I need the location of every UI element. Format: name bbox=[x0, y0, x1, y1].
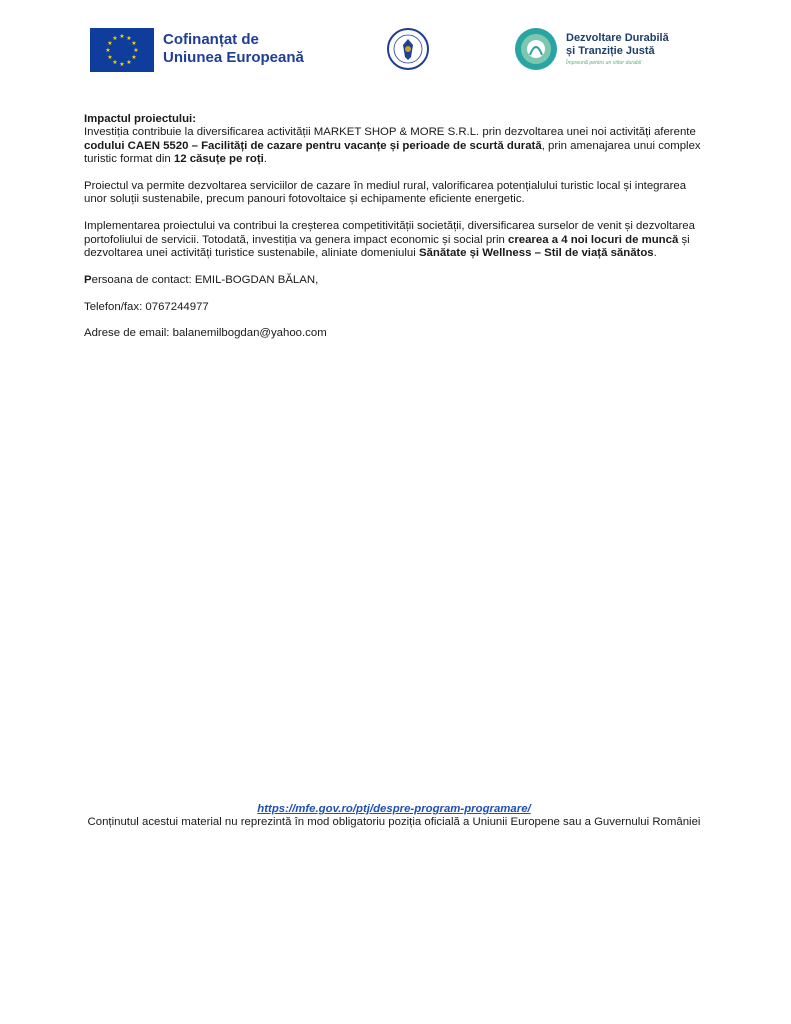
svg-text:★: ★ bbox=[112, 35, 118, 42]
contact-email: Adrese de email: balanemilbogdan@yahoo.com bbox=[84, 327, 327, 340]
svg-text:★: ★ bbox=[133, 47, 139, 54]
footer bbox=[84, 803, 704, 830]
impact-paragraph-1: Investiția contribuie la diversificarea activității MARKET SHOP & MORE S.R.L. prin dezvoltarea unei noi activități aferente codului CAEN 5520 – Facilități de cazare pentru vacanțe și perioade de scurtă durată, prin amenajarea unui complex turistic format din 12 căsuțe pe roți. bbox=[84, 126, 701, 166]
section-title: Impactul proiectului: bbox=[84, 113, 197, 125]
svg-text:★: ★ bbox=[131, 40, 137, 47]
svg-text:★: ★ bbox=[112, 59, 118, 66]
svg-text:★: ★ bbox=[107, 40, 113, 47]
program-link[interactable]: https://mfe.gov.ro/ptj/despre-program-programare/ bbox=[257, 803, 531, 815]
svg-text:★: ★ bbox=[131, 54, 137, 61]
svg-text:★: ★ bbox=[119, 33, 125, 40]
pdd-program-tagline: Împreună pentru un viitor durabil bbox=[566, 60, 642, 66]
header-logos bbox=[0, 22, 791, 82]
contact-person: Persoana de contact: EMIL-BOGDAN BĂLAN, bbox=[84, 273, 319, 286]
impact-paragraph-3: Implementarea proiectului va contribui la creșterea competitivității societății, diversificarea surselor de venit și dezvoltarea portofoliului de servicii. Totodată, investiția va genera impact economic și social prin crearea a 4 noi locuri de muncă și dezvoltarea unei activități turistice sustenabile, aliniate domeniului Sănătate și Wellness – Stil de viață sănătos. bbox=[84, 220, 695, 260]
svg-text:★: ★ bbox=[105, 47, 111, 54]
svg-text:★: ★ bbox=[107, 54, 113, 61]
svg-text:★: ★ bbox=[119, 61, 125, 68]
eu-flag-icon bbox=[90, 28, 154, 72]
svg-text:★: ★ bbox=[126, 59, 132, 66]
document-body bbox=[84, 113, 704, 354]
pdd-program-title: Dezvoltare Durabilă și Tranziție Justă bbox=[566, 32, 669, 57]
contact-phone: Telefon/fax: 0767244977 bbox=[84, 300, 209, 313]
footer-disclaimer: Conținutul acestui material nu reprezintă în mod obligatoriu poziția oficială a Uniunii Europene sau a Guvernului României bbox=[87, 816, 701, 829]
impact-paragraph-2: Proiectul va permite dezvoltarea serviciilor de cazare în mediul rural, valorificarea potențialului turistic local și integrarea unor soluții sustenabile, precum panouri fotovoltaice și echipamente eficiente energetic. bbox=[84, 180, 687, 206]
eu-cofinancing-label: Cofinanțat de Uniunea Europeană bbox=[163, 31, 304, 66]
pdd-program-logo-icon bbox=[514, 27, 558, 71]
svg-text:★: ★ bbox=[126, 35, 132, 42]
romanian-government-seal-icon bbox=[387, 27, 429, 71]
